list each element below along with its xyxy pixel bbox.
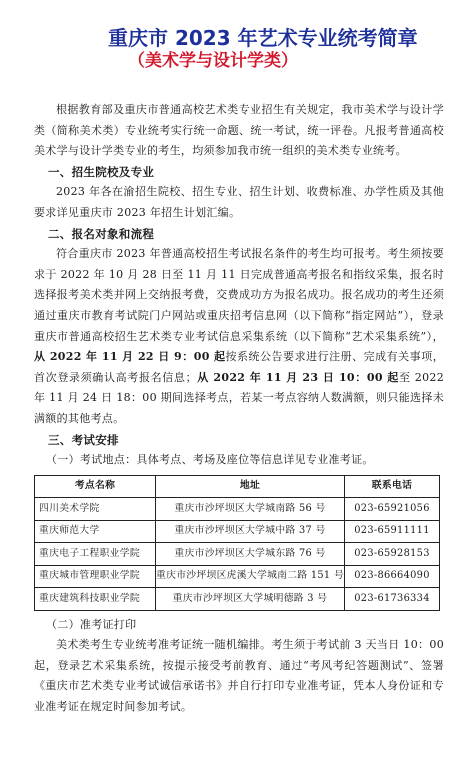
table-row <box>35 565 440 588</box>
table-cell: 重庆市沙坪坝区大学城明德路 3 号 <box>156 588 345 611</box>
table-cell: 重庆市沙坪坝区大学城中路 37 号 <box>156 520 345 543</box>
column-header: 考点名称 <box>35 475 156 498</box>
table-cell: 重庆市沙坪坝区大学城东路 76 号 <box>156 543 345 566</box>
table-cell: 023-65911111 <box>344 520 439 543</box>
bold-date-run: 从 2022 年 11 月 22 日 9：00 起 <box>34 350 226 364</box>
section-heading: 三、考试安排 <box>48 432 119 447</box>
section-paragraph: 美术类考生专业统考准考证统一随机编排。考生须于考试前 3 天当日 10：00 起，登录艺术采集系统，按提示接受考前教育、通过“考风考纪答题测试”、签署《重庆市艺术类专业考试诚信承诺书》并自行打印专业准考证，凭本人身份证和专业准考证在规定时间参加考试。 <box>34 638 444 714</box>
text-run: 按系统公告要求进行注册、完成有关事项，首次登录须确认高考报名信息； <box>34 350 444 384</box>
column-header: 联系电话 <box>344 475 439 498</box>
table-cell: 023-65928153 <box>344 543 439 566</box>
table-cell: 023-65921056 <box>344 498 439 521</box>
intro-paragraph: 根据教育部及重庆市普通高校艺术类专业招生有关规定，我市美术学与设计学类（简称美术类）专业统考实行统一命题、统一考试，统一评卷。凡报考普通高校美术学与设计学类专业的考生，均须参加我市统一组织的美术类专业统考。 <box>34 103 444 158</box>
text-run: 符合重庆市 2023 年普通高校招生考试报名条件的考生均可报考。考生须按要求于 2022 年 10 月 28 日至 11 月 11 日完成普通高考报名和指纹采集，报名时选择报考美术类并网上交纳报考费，交费成功方为报名成功。报名成功的考生还须通过重庆市教育考试院门户网站或重庆招考信息网（以下简称“指定网站”），登录重庆市普通高校招生艺术类专业考试信息采集系统（以下简称“艺术采集系统”）， <box>34 247 444 343</box>
section-heading: 二、报名对象和流程 <box>48 226 155 241</box>
table-header-row <box>35 475 440 498</box>
document-body <box>34 100 444 718</box>
table-cell: 023-61736334 <box>344 588 439 611</box>
exam-site-table <box>34 475 440 611</box>
subsection-heading: （二）准考证打印 <box>46 617 137 631</box>
table-cell: 023-86664090 <box>344 565 439 588</box>
document-subtitle: （美术学与设计学类） <box>128 51 298 71</box>
column-header: 地址 <box>156 475 345 498</box>
document-title: 重庆市 2023 年艺术专业统考简章 <box>108 26 418 50</box>
table-cell: 重庆城市管理职业学院 <box>35 565 156 588</box>
section-heading: 一、招生院校及专业 <box>48 164 155 179</box>
table-cell: 四川美术学院 <box>35 498 156 521</box>
table-row <box>35 588 440 611</box>
table-row <box>35 498 440 521</box>
table-cell: 重庆市沙坪坝区虎溪大学城南二路 151 号 <box>156 565 345 588</box>
table-cell: 重庆电子工程职业学院 <box>35 543 156 566</box>
section-paragraph: 2023 年各在渝招生院校、招生专业、招生计划、收费标准、办学性质及其他要求详见重庆市 2023 年招生计划汇编。 <box>34 185 444 219</box>
table-row <box>35 520 440 543</box>
table-row <box>35 543 440 566</box>
table-cell: 重庆建筑科技职业学院 <box>35 588 156 611</box>
text-run: 至 2022 年 11 月 24 日 18：00 期间选择考点，若某一考点容纳人数满额，则只能选择未满额的其他考点。 <box>34 370 444 425</box>
table-cell: 重庆师范大学 <box>35 520 156 543</box>
subsection-heading: （一）考试地点：具体考点、考场及座位等信息详见专业准考证。 <box>46 453 374 467</box>
table-cell: 重庆市沙坪坝区大学城南路 56 号 <box>156 498 345 521</box>
bold-date-run: 从 2022 年 11 月 23 日 10：00 起 <box>196 370 399 384</box>
section-paragraph <box>34 244 444 429</box>
